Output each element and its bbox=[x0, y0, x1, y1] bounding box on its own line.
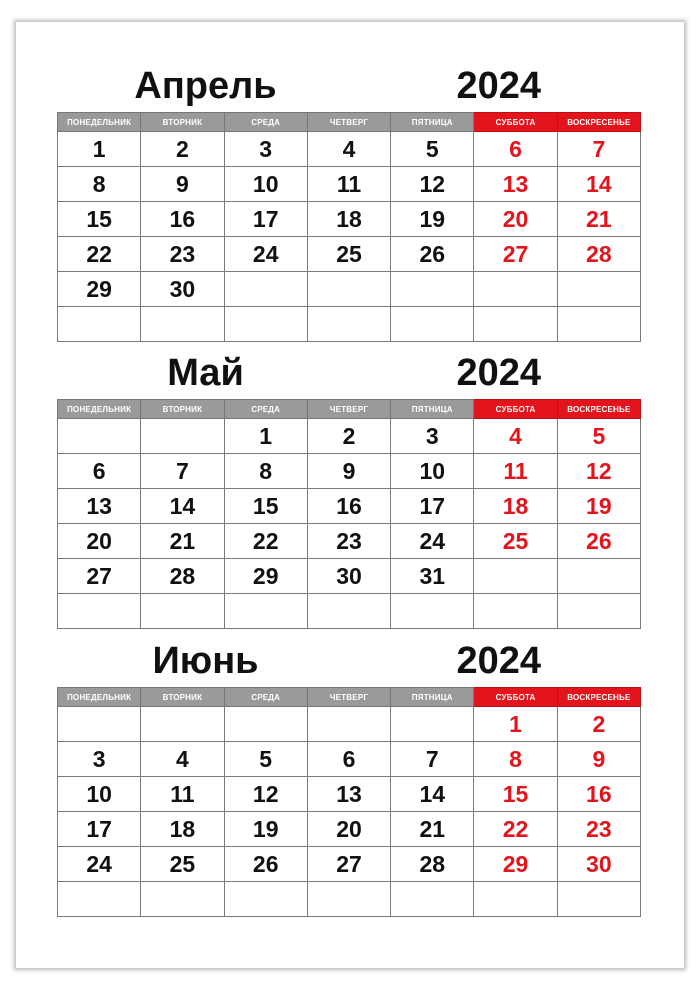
day-cell bbox=[141, 307, 224, 342]
day-cell: 9 bbox=[307, 454, 390, 489]
day-cell: 23 bbox=[141, 237, 224, 272]
day-cell: 7 bbox=[141, 454, 224, 489]
weekend-day-cell: 15 bbox=[474, 777, 557, 812]
day-cell: 31 bbox=[391, 559, 474, 594]
day-cell: 10 bbox=[58, 777, 141, 812]
weekend-day-cell: 22 bbox=[474, 812, 557, 847]
weekend-day-cell: 28 bbox=[557, 237, 640, 272]
weekday-header: ВТОРНИК bbox=[141, 688, 224, 707]
day-cell: 26 bbox=[391, 237, 474, 272]
week-row bbox=[58, 812, 641, 847]
day-cell bbox=[224, 307, 307, 342]
week-row bbox=[58, 489, 641, 524]
weekday-header: СУББОТА bbox=[474, 113, 557, 132]
day-cell: 5 bbox=[391, 132, 474, 167]
day-cell: 28 bbox=[391, 847, 474, 882]
day-cell: 12 bbox=[391, 167, 474, 202]
weekday-header: ПОНЕДЕЛЬНИК bbox=[58, 113, 141, 132]
week-row bbox=[58, 847, 641, 882]
week-row bbox=[58, 524, 641, 559]
month-year: 2024 bbox=[456, 352, 541, 394]
weekday-header-row bbox=[58, 113, 641, 132]
day-cell bbox=[224, 707, 307, 742]
weekend-day-cell: 2 bbox=[557, 707, 640, 742]
day-cell: 30 bbox=[141, 272, 224, 307]
weekend-day-cell: 26 bbox=[557, 524, 640, 559]
day-cell: 17 bbox=[224, 202, 307, 237]
weekend-day-cell bbox=[474, 272, 557, 307]
week-row bbox=[58, 594, 641, 629]
weekend-day-cell: 4 bbox=[474, 419, 557, 454]
day-cell: 27 bbox=[58, 559, 141, 594]
day-cell: 17 bbox=[391, 489, 474, 524]
day-cell: 5 bbox=[224, 742, 307, 777]
weekend-day-cell: 14 bbox=[557, 167, 640, 202]
week-row bbox=[58, 132, 641, 167]
day-cell: 25 bbox=[141, 847, 224, 882]
weekend-day-cell: 7 bbox=[557, 132, 640, 167]
day-cell bbox=[391, 882, 474, 917]
week-row bbox=[58, 307, 641, 342]
weekday-header: ВТОРНИК bbox=[141, 400, 224, 419]
weekend-day-cell: 11 bbox=[474, 454, 557, 489]
week-row bbox=[58, 559, 641, 594]
weekend-day-cell: 8 bbox=[474, 742, 557, 777]
weekend-day-cell: 13 bbox=[474, 167, 557, 202]
weekday-header: ПЯТНИЦА bbox=[391, 688, 474, 707]
weekday-header: ПЯТНИЦА bbox=[391, 400, 474, 419]
day-cell bbox=[224, 882, 307, 917]
day-cell: 27 bbox=[307, 847, 390, 882]
week-row bbox=[58, 707, 641, 742]
weekday-header: ЧЕТВЕРГ bbox=[307, 688, 390, 707]
day-cell bbox=[224, 594, 307, 629]
day-cell: 16 bbox=[307, 489, 390, 524]
day-cell: 15 bbox=[224, 489, 307, 524]
day-cell: 18 bbox=[141, 812, 224, 847]
day-cell bbox=[141, 419, 224, 454]
day-cell bbox=[58, 707, 141, 742]
day-cell: 2 bbox=[141, 132, 224, 167]
month-year: 2024 bbox=[456, 640, 541, 682]
day-cell bbox=[141, 707, 224, 742]
month-title-row bbox=[57, 635, 641, 687]
day-cell: 6 bbox=[307, 742, 390, 777]
weekend-day-cell: 21 bbox=[557, 202, 640, 237]
day-cell: 20 bbox=[58, 524, 141, 559]
weekend-day-cell: 18 bbox=[474, 489, 557, 524]
weekend-day-cell: 5 bbox=[557, 419, 640, 454]
week-row bbox=[58, 237, 641, 272]
day-cell bbox=[307, 272, 390, 307]
weekend-day-cell bbox=[474, 307, 557, 342]
day-cell bbox=[391, 594, 474, 629]
weekday-header: ВОСКРЕСЕНЬЕ bbox=[557, 400, 640, 419]
month-year: 2024 bbox=[456, 65, 541, 107]
weekend-day-cell bbox=[557, 594, 640, 629]
week-row bbox=[58, 882, 641, 917]
weekday-header-row bbox=[58, 688, 641, 707]
day-cell: 12 bbox=[224, 777, 307, 812]
day-cell: 16 bbox=[141, 202, 224, 237]
day-cell: 3 bbox=[224, 132, 307, 167]
weekday-header: ВОСКРЕСЕНЬЕ bbox=[557, 113, 640, 132]
day-cell bbox=[58, 419, 141, 454]
week-row bbox=[58, 454, 641, 489]
day-cell: 21 bbox=[141, 524, 224, 559]
day-cell: 22 bbox=[58, 237, 141, 272]
day-cell: 1 bbox=[58, 132, 141, 167]
day-cell bbox=[391, 307, 474, 342]
day-cell: 19 bbox=[391, 202, 474, 237]
day-cell: 6 bbox=[58, 454, 141, 489]
weekend-day-cell: 12 bbox=[557, 454, 640, 489]
day-cell: 26 bbox=[224, 847, 307, 882]
day-cell bbox=[307, 707, 390, 742]
weekday-header: СРЕДА bbox=[224, 400, 307, 419]
weekday-header: СРЕДА bbox=[224, 688, 307, 707]
day-cell: 19 bbox=[224, 812, 307, 847]
day-cell: 22 bbox=[224, 524, 307, 559]
weekend-day-cell bbox=[474, 882, 557, 917]
day-cell: 7 bbox=[391, 742, 474, 777]
weekend-day-cell bbox=[474, 559, 557, 594]
weekday-header: ВТОРНИК bbox=[141, 113, 224, 132]
day-cell: 1 bbox=[224, 419, 307, 454]
day-cell: 25 bbox=[307, 237, 390, 272]
day-cell: 9 bbox=[141, 167, 224, 202]
day-cell: 18 bbox=[307, 202, 390, 237]
day-cell bbox=[307, 307, 390, 342]
month-block bbox=[57, 60, 641, 342]
day-cell bbox=[58, 307, 141, 342]
weekend-day-cell bbox=[557, 307, 640, 342]
day-cell bbox=[391, 707, 474, 742]
weekend-day-cell: 19 bbox=[557, 489, 640, 524]
day-cell bbox=[224, 272, 307, 307]
week-row bbox=[58, 777, 641, 812]
weekday-header: ЧЕТВЕРГ bbox=[307, 400, 390, 419]
day-cell: 24 bbox=[391, 524, 474, 559]
day-cell: 2 bbox=[307, 419, 390, 454]
weekend-day-cell: 23 bbox=[557, 812, 640, 847]
weekend-day-cell: 20 bbox=[474, 202, 557, 237]
day-cell: 21 bbox=[391, 812, 474, 847]
day-cell bbox=[307, 882, 390, 917]
weekday-header: ВОСКРЕСЕНЬЕ bbox=[557, 688, 640, 707]
day-cell bbox=[141, 882, 224, 917]
weekend-day-cell bbox=[557, 559, 640, 594]
day-cell: 23 bbox=[307, 524, 390, 559]
week-row bbox=[58, 272, 641, 307]
day-cell: 29 bbox=[224, 559, 307, 594]
day-cell: 15 bbox=[58, 202, 141, 237]
weekend-day-cell: 1 bbox=[474, 707, 557, 742]
day-cell: 13 bbox=[307, 777, 390, 812]
day-cell: 3 bbox=[58, 742, 141, 777]
week-row bbox=[58, 742, 641, 777]
week-row bbox=[58, 167, 641, 202]
weekend-day-cell bbox=[474, 594, 557, 629]
month-block bbox=[57, 635, 641, 917]
month-name: Апрель bbox=[134, 65, 277, 107]
day-cell: 10 bbox=[391, 454, 474, 489]
month-name: Июнь bbox=[152, 640, 259, 682]
weekday-header: ПОНЕДЕЛЬНИК bbox=[58, 400, 141, 419]
day-cell: 24 bbox=[224, 237, 307, 272]
day-cell: 10 bbox=[224, 167, 307, 202]
weekday-header: ПОНЕДЕЛЬНИК bbox=[58, 688, 141, 707]
weekday-header: ЧЕТВЕРГ bbox=[307, 113, 390, 132]
calendar-grid bbox=[57, 687, 641, 917]
weekday-header: СУББОТА bbox=[474, 688, 557, 707]
weekend-day-cell: 30 bbox=[557, 847, 640, 882]
weekday-header: СУББОТА bbox=[474, 400, 557, 419]
day-cell bbox=[307, 594, 390, 629]
calendar-grid bbox=[57, 112, 641, 342]
day-cell: 4 bbox=[141, 742, 224, 777]
day-cell: 8 bbox=[58, 167, 141, 202]
month-title-row bbox=[57, 347, 641, 399]
day-cell bbox=[391, 272, 474, 307]
month-name: Май bbox=[167, 352, 244, 394]
weekend-day-cell: 9 bbox=[557, 742, 640, 777]
weekday-header-row bbox=[58, 400, 641, 419]
weekend-day-cell: 29 bbox=[474, 847, 557, 882]
day-cell: 28 bbox=[141, 559, 224, 594]
day-cell: 24 bbox=[58, 847, 141, 882]
day-cell bbox=[141, 594, 224, 629]
day-cell: 11 bbox=[141, 777, 224, 812]
weekday-header: ПЯТНИЦА bbox=[391, 113, 474, 132]
day-cell: 4 bbox=[307, 132, 390, 167]
day-cell: 11 bbox=[307, 167, 390, 202]
day-cell: 3 bbox=[391, 419, 474, 454]
weekend-day-cell bbox=[557, 272, 640, 307]
month-block bbox=[57, 347, 641, 629]
day-cell: 30 bbox=[307, 559, 390, 594]
weekday-header: СРЕДА bbox=[224, 113, 307, 132]
day-cell: 17 bbox=[58, 812, 141, 847]
month-title-row bbox=[57, 60, 641, 112]
day-cell: 14 bbox=[141, 489, 224, 524]
week-row bbox=[58, 419, 641, 454]
week-row bbox=[58, 202, 641, 237]
weekend-day-cell bbox=[557, 882, 640, 917]
day-cell: 13 bbox=[58, 489, 141, 524]
weekend-day-cell: 27 bbox=[474, 237, 557, 272]
weekend-day-cell: 25 bbox=[474, 524, 557, 559]
day-cell: 29 bbox=[58, 272, 141, 307]
weekend-day-cell: 16 bbox=[557, 777, 640, 812]
day-cell: 14 bbox=[391, 777, 474, 812]
day-cell: 20 bbox=[307, 812, 390, 847]
day-cell bbox=[58, 882, 141, 917]
day-cell: 8 bbox=[224, 454, 307, 489]
calendar-grid bbox=[57, 399, 641, 629]
weekend-day-cell: 6 bbox=[474, 132, 557, 167]
day-cell bbox=[58, 594, 141, 629]
